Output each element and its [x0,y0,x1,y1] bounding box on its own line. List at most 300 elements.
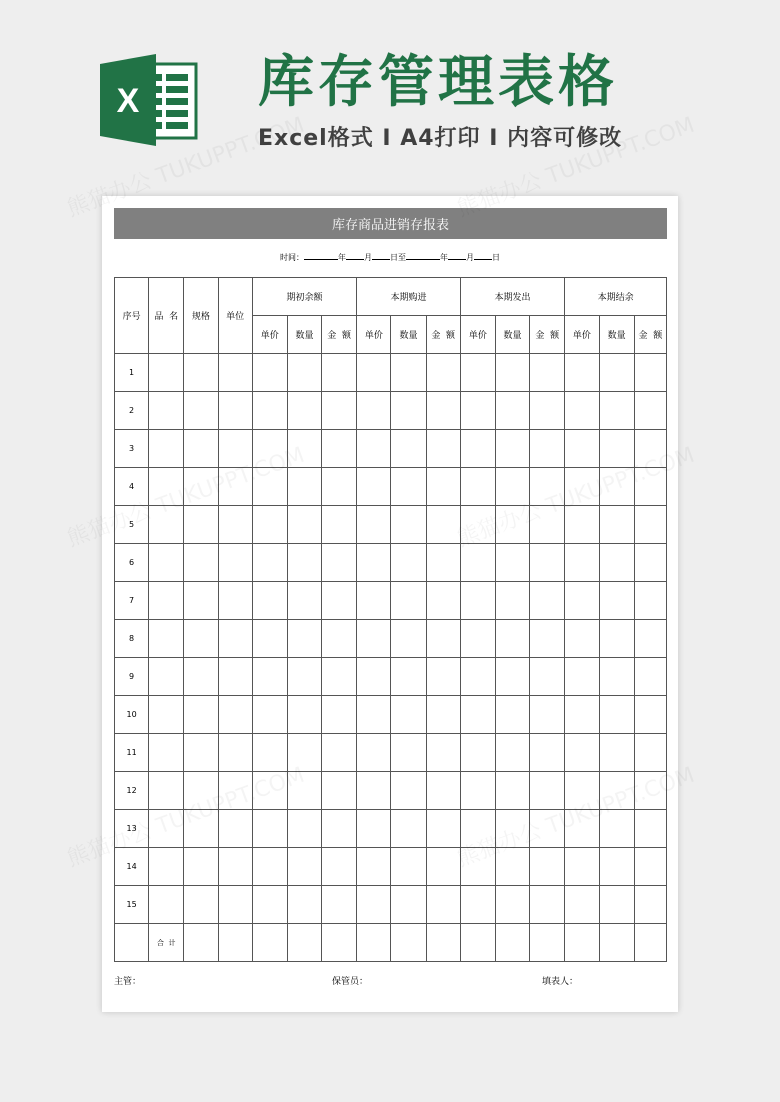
table-cell[interactable] [357,734,391,772]
table-cell[interactable] [634,620,666,658]
table-cell[interactable] [530,354,565,392]
date-start-month-blank[interactable] [346,250,364,260]
table-cell[interactable] [322,848,357,886]
table-row [115,848,667,886]
table-cell[interactable] [149,696,184,734]
table-cell[interactable] [322,658,357,696]
table-cell[interactable] [565,810,599,848]
excel-logo-icon [100,54,198,146]
table-cell[interactable] [149,734,184,772]
table-cell[interactable] [357,848,391,886]
table-cell[interactable] [495,544,529,582]
date-end-year-blank[interactable] [406,250,440,260]
table-cell[interactable] [357,810,391,848]
table-row [115,392,667,430]
table-cell[interactable] [252,658,287,696]
table-cell[interactable] [252,430,287,468]
table-cell[interactable] [184,734,218,772]
table-cell[interactable] [391,772,426,810]
table-cell[interactable] [530,392,565,430]
table-cell[interactable] [252,696,287,734]
table-cell[interactable] [357,924,391,962]
table-cell[interactable] [460,430,495,468]
table-row [115,544,667,582]
table-cell[interactable] [460,810,495,848]
table-row [115,886,667,924]
table-cell[interactable] [357,696,391,734]
table-cell[interactable] [252,734,287,772]
table-cell[interactable] [391,506,426,544]
table-cell[interactable] [460,886,495,924]
table-cell[interactable] [565,354,599,392]
table-cell[interactable] [218,924,252,962]
page-subtitle: Excel格式 I A4打印 I 内容可修改 [258,126,623,151]
table-cell[interactable] [530,696,565,734]
table-cell[interactable] [426,354,460,392]
table-cell[interactable] [634,886,666,924]
sub-amount: 金 额 [322,316,357,354]
header-name: 品 名 [149,278,184,354]
table-cell[interactable] [322,354,357,392]
row-number: 10 [115,696,149,734]
table-cell[interactable] [391,924,426,962]
table-cell[interactable] [634,582,666,620]
table-cell[interactable] [149,658,184,696]
table-cell[interactable] [218,734,252,772]
table-cell[interactable] [495,506,529,544]
table-cell[interactable] [460,354,495,392]
table-row [115,658,667,696]
sub-amount: 金 额 [426,316,460,354]
table-cell[interactable] [184,392,218,430]
table-cell[interactable] [218,430,252,468]
table-cell[interactable] [184,696,218,734]
sub-quantity: 数量 [495,316,529,354]
table-cell[interactable] [218,848,252,886]
sub-quantity: 数量 [599,316,634,354]
table-cell[interactable] [565,430,599,468]
row-number: 12 [115,772,149,810]
table-cell[interactable] [530,582,565,620]
table-cell[interactable] [530,506,565,544]
table-cell[interactable] [565,772,599,810]
date-range-line [102,250,678,265]
row-number: 11 [115,734,149,772]
table-row [115,734,667,772]
table-cell[interactable] [218,392,252,430]
table-cell[interactable] [184,544,218,582]
table-cell[interactable] [565,848,599,886]
table-cell[interactable] [634,430,666,468]
table-cell[interactable] [391,696,426,734]
table-cell[interactable] [357,354,391,392]
table-cell[interactable] [287,392,321,430]
table-cell[interactable] [530,468,565,506]
table-cell[interactable] [495,658,529,696]
row-number: 2 [115,392,149,430]
table-cell[interactable] [287,696,321,734]
date-month-label: 月 [364,253,372,262]
date-day-label: 日 [492,253,500,262]
header-opening-balance: 期初余额 [252,278,357,316]
table-cell[interactable] [599,582,634,620]
table-cell[interactable] [495,696,529,734]
row-number: 1 [115,354,149,392]
table-cell[interactable] [218,658,252,696]
table-cell[interactable] [218,468,252,506]
table-cell[interactable] [565,658,599,696]
table-cell[interactable] [530,848,565,886]
table-cell[interactable] [391,430,426,468]
table-cell[interactable] [184,468,218,506]
table-cell[interactable] [322,886,357,924]
table-cell[interactable] [357,582,391,620]
table-cell[interactable] [149,354,184,392]
table-cell[interactable] [184,658,218,696]
date-label: 时间： [280,253,304,262]
table-cell[interactable] [634,734,666,772]
table-cell[interactable] [287,810,321,848]
table-cell[interactable] [426,544,460,582]
table-cell[interactable] [391,886,426,924]
table-cell[interactable] [252,810,287,848]
table-cell[interactable] [252,772,287,810]
table-cell[interactable] [426,658,460,696]
date-year-label: 年 [338,253,346,262]
table-cell[interactable] [218,620,252,658]
table-cell[interactable] [115,924,149,962]
table-cell[interactable] [322,810,357,848]
table-cell[interactable] [599,430,634,468]
report-sheet [102,196,678,1012]
table-cell[interactable] [184,354,218,392]
table-cell[interactable] [426,620,460,658]
table-cell[interactable] [149,430,184,468]
table-cell[interactable] [530,430,565,468]
table-cell[interactable] [530,544,565,582]
table-cell[interactable] [426,696,460,734]
table-cell[interactable] [530,810,565,848]
table-cell[interactable] [460,468,495,506]
report-header: 库存商品进销存报表 [114,208,667,239]
table-cell[interactable] [391,848,426,886]
table-cell[interactable] [218,354,252,392]
table-cell[interactable] [634,468,666,506]
table-cell[interactable] [287,582,321,620]
table-cell[interactable] [599,696,634,734]
table-row [115,696,667,734]
table-cell[interactable] [287,734,321,772]
table-cell[interactable] [495,620,529,658]
row-number: 15 [115,886,149,924]
table-cell[interactable] [460,544,495,582]
row-number: 5 [115,506,149,544]
table-cell[interactable] [357,392,391,430]
table-cell[interactable] [357,620,391,658]
header-closing-balance: 本期结余 [565,278,667,316]
sub-quantity: 数量 [287,316,321,354]
table-cell[interactable] [599,544,634,582]
table-cell[interactable] [634,696,666,734]
table-cell[interactable] [565,886,599,924]
table-cell[interactable] [287,924,321,962]
table-cell[interactable] [252,924,287,962]
table-cell[interactable] [634,354,666,392]
table-row [115,772,667,810]
table-cell[interactable] [218,506,252,544]
sub-unit-price: 单价 [252,316,287,354]
table-cell[interactable] [495,810,529,848]
table-cell[interactable] [287,468,321,506]
table-cell[interactable] [357,886,391,924]
table-cell[interactable] [184,772,218,810]
table-cell[interactable] [530,734,565,772]
table-cell[interactable] [149,810,184,848]
table-cell[interactable] [322,392,357,430]
table-cell[interactable] [565,734,599,772]
table-cell[interactable] [391,734,426,772]
table-cell[interactable] [252,354,287,392]
table-cell[interactable] [322,430,357,468]
table-cell[interactable] [252,848,287,886]
table-cell[interactable] [357,468,391,506]
table-cell[interactable] [426,810,460,848]
table-cell[interactable] [218,544,252,582]
table-cell[interactable] [287,620,321,658]
table-cell[interactable] [149,772,184,810]
table-cell[interactable] [184,430,218,468]
sub-amount: 金 额 [530,316,565,354]
sub-unit-price: 单价 [565,316,599,354]
table-cell[interactable] [599,506,634,544]
row-number: 3 [115,430,149,468]
table-cell[interactable] [495,886,529,924]
footer-filler: 填表人： [542,977,579,987]
table-cell[interactable] [322,544,357,582]
header-purchases: 本期购进 [357,278,461,316]
table-cell[interactable] [599,734,634,772]
table-cell[interactable] [530,924,565,962]
table-cell[interactable] [634,658,666,696]
table-cell[interactable] [599,658,634,696]
table-cell[interactable] [322,924,357,962]
table-cell[interactable] [391,582,426,620]
table-cell[interactable] [495,354,529,392]
table-cell[interactable] [218,696,252,734]
table-cell[interactable] [565,696,599,734]
sub-quantity: 数量 [391,316,426,354]
table-cell[interactable] [322,696,357,734]
table-cell[interactable] [565,924,599,962]
table-cell[interactable] [357,658,391,696]
table-row [115,506,667,544]
table-cell[interactable] [252,544,287,582]
footer-manager: 主管： [114,977,142,987]
table-cell[interactable] [357,772,391,810]
table-cell[interactable] [287,354,321,392]
table-cell[interactable] [391,392,426,430]
table-cell[interactable] [460,734,495,772]
table-cell[interactable] [184,886,218,924]
table-cell[interactable] [495,734,529,772]
table-cell[interactable] [218,810,252,848]
table-cell[interactable] [565,620,599,658]
table-cell[interactable] [634,848,666,886]
table-cell[interactable] [149,582,184,620]
table-cell[interactable] [460,772,495,810]
table-cell[interactable] [184,810,218,848]
table-cell[interactable] [495,848,529,886]
table-cell[interactable] [460,582,495,620]
table-cell[interactable] [530,886,565,924]
table-cell[interactable] [530,620,565,658]
table-cell[interactable] [495,772,529,810]
table-cell[interactable] [287,772,321,810]
table-cell[interactable] [460,696,495,734]
table-cell[interactable] [287,544,321,582]
table-cell[interactable] [426,886,460,924]
table-cell[interactable] [252,582,287,620]
table-cell[interactable] [252,886,287,924]
table-cell[interactable] [426,734,460,772]
table-cell[interactable] [149,848,184,886]
table-cell[interactable] [149,620,184,658]
header-spec: 规格 [184,278,218,354]
table-cell[interactable] [565,468,599,506]
table-cell[interactable] [149,544,184,582]
table-cell[interactable] [426,848,460,886]
date-end-month-blank[interactable] [448,250,466,260]
table-cell[interactable] [460,620,495,658]
table-cell[interactable] [252,620,287,658]
table-cell[interactable] [322,506,357,544]
table-cell[interactable] [565,544,599,582]
table-cell[interactable] [426,506,460,544]
table-cell[interactable] [184,620,218,658]
table-cell[interactable] [426,924,460,962]
table-cell[interactable] [426,430,460,468]
table-cell[interactable] [184,924,218,962]
table-cell[interactable] [495,468,529,506]
row-number: 13 [115,810,149,848]
table-cell[interactable] [495,430,529,468]
table-cell[interactable] [460,506,495,544]
table-cell[interactable] [287,430,321,468]
table-cell[interactable] [495,582,529,620]
table-cell[interactable] [391,810,426,848]
table-cell[interactable] [460,924,495,962]
table-cell[interactable] [149,886,184,924]
table-cell[interactable] [218,886,252,924]
table-cell[interactable] [252,506,287,544]
date-dayto-label: 日至 [390,253,406,262]
table-cell[interactable] [599,848,634,886]
excel-logo-letter: X [116,82,140,120]
table-cell[interactable] [599,354,634,392]
table-cell[interactable] [634,810,666,848]
table-cell[interactable] [287,848,321,886]
table-cell[interactable] [634,924,666,962]
date-start-year-blank[interactable] [304,250,338,260]
table-cell[interactable] [634,392,666,430]
table-cell[interactable] [322,620,357,658]
sub-unit-price: 单价 [460,316,495,354]
table-cell[interactable] [357,544,391,582]
table-cell[interactable] [599,392,634,430]
table-cell[interactable] [357,506,391,544]
table-cell[interactable] [391,354,426,392]
table-cell[interactable] [460,658,495,696]
table-cell[interactable] [599,772,634,810]
table-cell[interactable] [634,544,666,582]
date-end-day-blank[interactable] [474,250,492,260]
table-cell[interactable] [391,544,426,582]
sub-amount: 金 额 [634,316,666,354]
header-seq: 序号 [115,278,149,354]
table-cell[interactable] [634,772,666,810]
table-cell[interactable] [426,392,460,430]
table-cell[interactable] [357,430,391,468]
table-cell[interactable] [460,392,495,430]
table-cell[interactable] [530,772,565,810]
table-cell[interactable] [287,658,321,696]
table-cell[interactable] [495,392,529,430]
row-number: 7 [115,582,149,620]
table-cell[interactable] [495,924,529,962]
table-header-row [115,278,667,316]
total-label: 合 计 [149,924,184,962]
table-cell[interactable] [252,468,287,506]
table-cell[interactable] [391,620,426,658]
table-cell[interactable] [565,392,599,430]
table-cell[interactable] [184,848,218,886]
table-cell[interactable] [565,506,599,544]
table-cell[interactable] [426,468,460,506]
table-cell[interactable] [599,468,634,506]
table-cell[interactable] [426,772,460,810]
table-cell[interactable] [391,658,426,696]
table-cell[interactable] [322,582,357,620]
table-cell[interactable] [218,772,252,810]
table-cell[interactable] [322,468,357,506]
table-cell[interactable] [252,392,287,430]
table-cell[interactable] [149,392,184,430]
table-cell[interactable] [426,582,460,620]
table-cell[interactable] [287,886,321,924]
date-start-day-blank[interactable] [372,250,390,260]
table-cell[interactable] [322,772,357,810]
table-cell[interactable] [634,506,666,544]
table-cell[interactable] [599,924,634,962]
table-cell[interactable] [322,734,357,772]
table-cell[interactable] [530,658,565,696]
table-cell[interactable] [391,468,426,506]
table-cell[interactable] [184,582,218,620]
row-number: 9 [115,658,149,696]
table-cell[interactable] [218,582,252,620]
table-cell[interactable] [565,582,599,620]
table-cell[interactable] [149,468,184,506]
table-cell[interactable] [599,886,634,924]
table-cell[interactable] [287,506,321,544]
table-cell[interactable] [149,506,184,544]
table-cell[interactable] [184,506,218,544]
table-cell[interactable] [599,620,634,658]
table-cell[interactable] [460,848,495,886]
date-year-label-2: 年 [440,253,448,262]
header-issues: 本期发出 [460,278,565,316]
table-cell[interactable] [599,810,634,848]
